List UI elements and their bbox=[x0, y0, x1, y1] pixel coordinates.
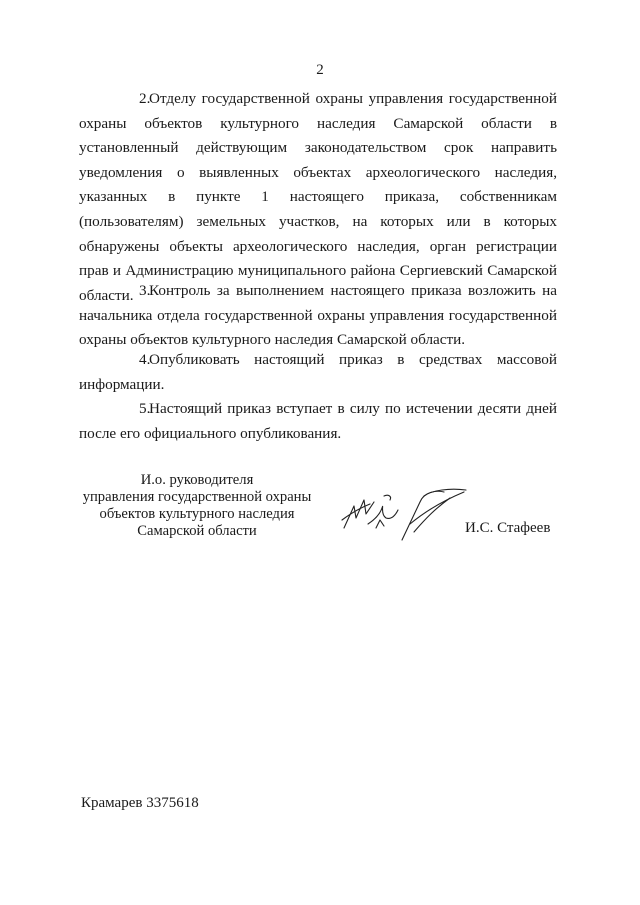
paragraph-text: Контроль за выполнением настоящего приказа возложить на начальника отдела государственной охраны управления государственной охраны объектов культурного наследия Самарской области. bbox=[79, 282, 557, 349]
handwritten-signature bbox=[340, 484, 470, 546]
paragraph-4 bbox=[79, 348, 557, 397]
paragraph-number: 2. bbox=[139, 90, 151, 107]
paragraph-text: Настоящий приказ вступает в силу по истечении десяти дней после его официального опубликования. bbox=[79, 400, 557, 442]
paragraph-2 bbox=[79, 87, 557, 308]
position-line: объектов культурного наследия bbox=[99, 506, 295, 522]
position-line: управления государственной охраны bbox=[82, 489, 312, 505]
position-line: И.о. руководителя bbox=[140, 472, 254, 488]
paragraph-text: Опубликовать настоящий приказ в средствах массовой информации. bbox=[79, 351, 557, 393]
executor-note: Крамарев 3375618 bbox=[81, 795, 199, 811]
paragraph-text: Отделу государственной охраны управления государственной охраны объектов культурного наследия Самарской области в установленный действующим законодательством срок направить уведомления о выявленных объектах археологического наследия, указанных в пункте 1 настоящего приказа, собственникам (пользователям) земельных участков, на которых или в которых обнаружены объекты археологического наследия, орган регистрации прав и Администрацию муниципального района Сергиевский Самарской области. bbox=[79, 90, 557, 304]
signatory-position bbox=[82, 472, 312, 540]
paragraph-number: 4. bbox=[139, 351, 151, 368]
position-line: Самарской области bbox=[137, 523, 257, 539]
paragraph-number: 3. bbox=[139, 282, 151, 299]
page-number: 2 bbox=[316, 62, 324, 78]
paragraph-5 bbox=[79, 397, 557, 446]
signer-name: И.С. Стафеев bbox=[465, 520, 551, 536]
paragraph-3 bbox=[79, 279, 557, 353]
paragraph-number: 5. bbox=[139, 400, 151, 417]
